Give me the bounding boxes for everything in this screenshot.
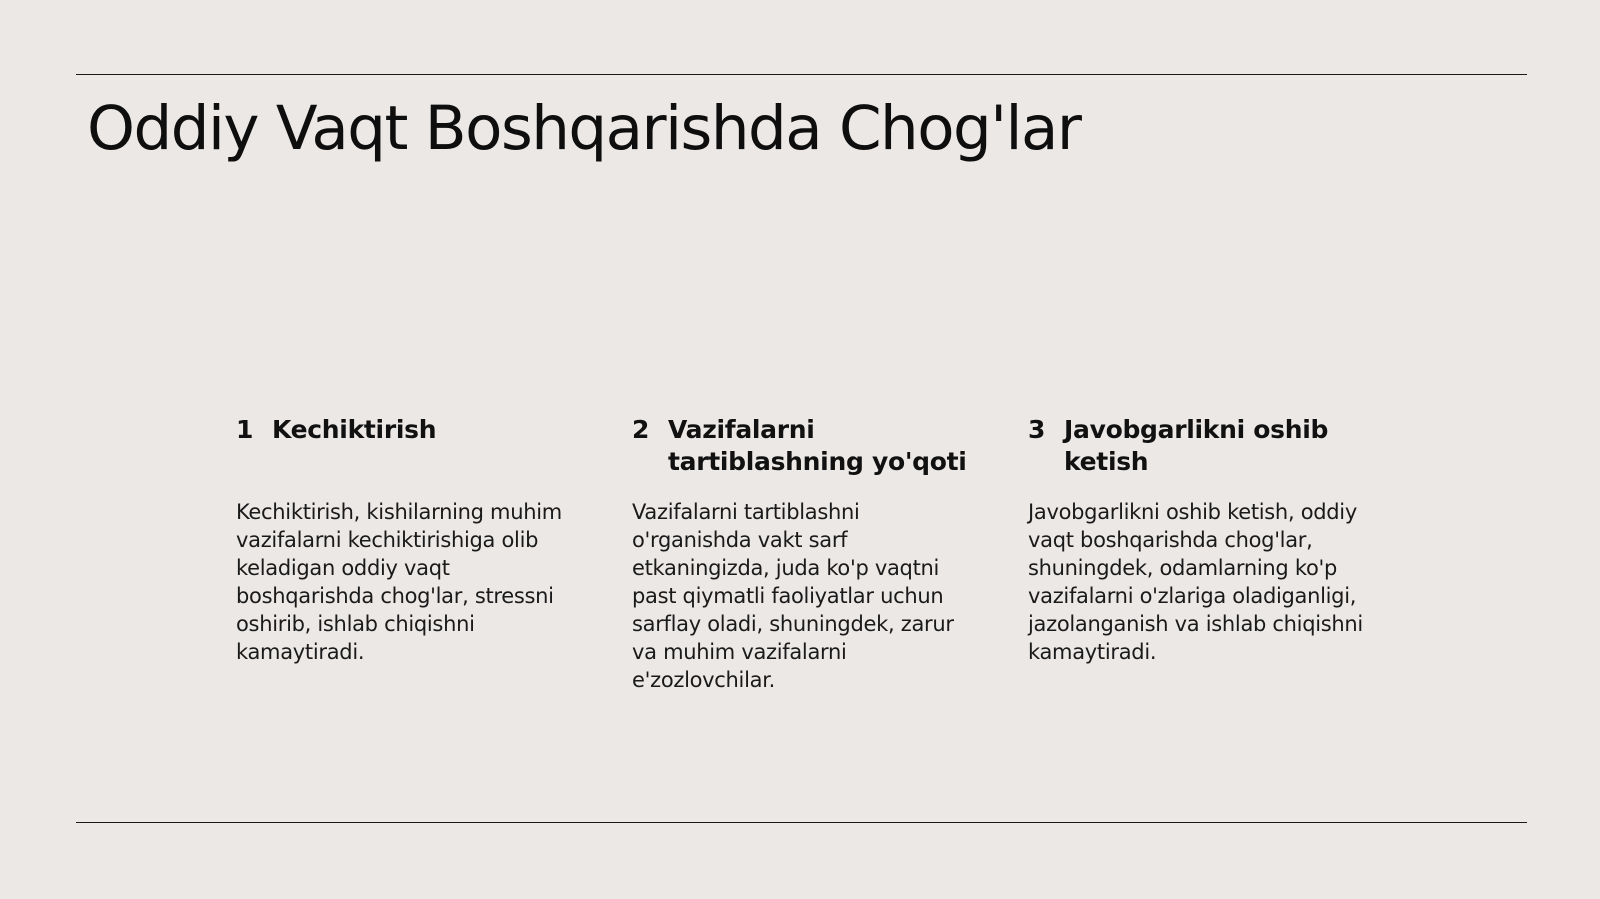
item-body: Vazifalarni tartiblashni o'rganishda vakt sarf etkaningizda, juda ko'p vaqtni past qiymatli faoliyatlar uchun sarflay oladi, shuningdek, zarur va muhim vazifalarni e'zozlovchilar. bbox=[632, 500, 954, 692]
list-item-1 bbox=[236, 414, 576, 666]
item-heading: Javobgarlikni oshib ketish bbox=[1064, 415, 1329, 476]
item-heading: Kechiktirish bbox=[272, 415, 437, 444]
list-item-2 bbox=[632, 414, 972, 694]
item-body: Javobgarlikni oshib ketish, oddiy vaqt boshqarishda chog'lar, shuningdek, odamlarning ko'p vazifalarni o'zlariga oladiganligi, jazolanganish va ishlab chiqishni kamaytiradi. bbox=[1028, 500, 1363, 664]
item-heading: Vazifalarni tartiblashning yo'qoti bbox=[668, 415, 967, 476]
item-body: Kechiktirish, kishilarning muhim vazifalarni kechiktirishiga olib keladigan oddiy vaqt boshqarishda chog'lar, stressni oshirib, ishlab chiqishni kamaytiradi. bbox=[236, 500, 562, 664]
top-divider bbox=[76, 74, 1527, 75]
item-header bbox=[632, 414, 972, 484]
item-header bbox=[236, 414, 576, 484]
bottom-divider bbox=[76, 822, 1527, 823]
item-number: 1 bbox=[236, 415, 254, 444]
slide-title: Oddiy Vaqt Boshqarishda Chog'lar bbox=[87, 93, 1081, 164]
item-number: 2 bbox=[632, 415, 650, 444]
item-number: 3 bbox=[1028, 415, 1046, 444]
list-item-3 bbox=[1028, 414, 1368, 666]
item-header bbox=[1028, 414, 1368, 484]
